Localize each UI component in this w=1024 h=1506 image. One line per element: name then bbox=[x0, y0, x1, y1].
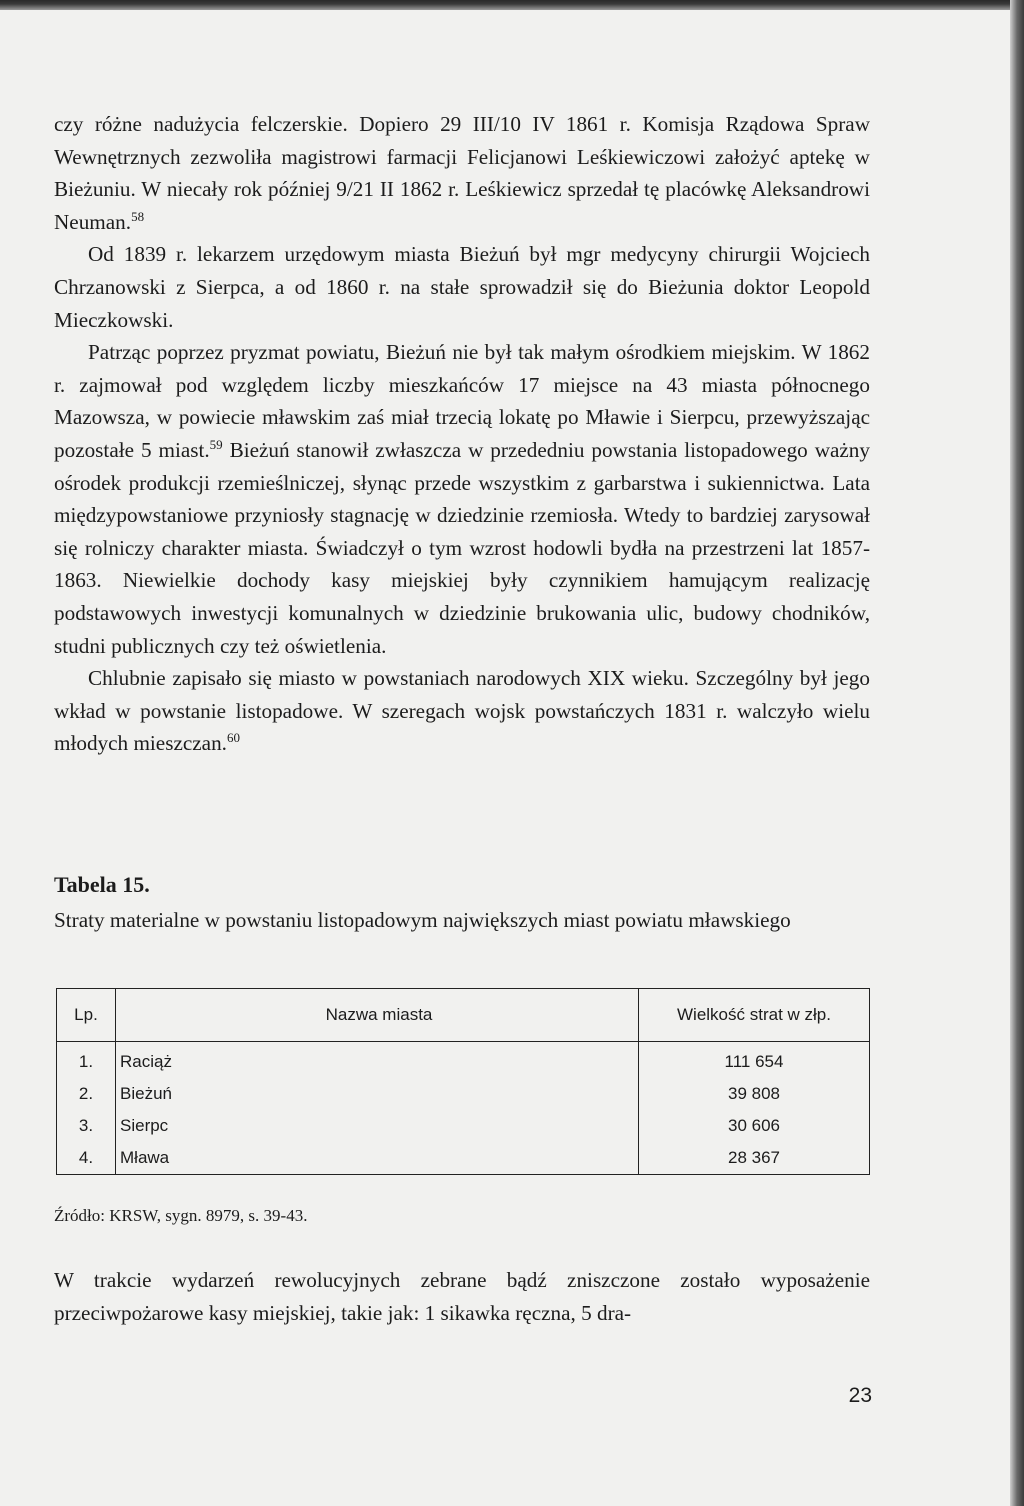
continuation-text bbox=[54, 1264, 870, 1329]
header-lp: Lp. bbox=[57, 989, 116, 1042]
cell-name: Sierpc bbox=[116, 1110, 639, 1142]
footnote-ref-59: 59 bbox=[209, 436, 223, 452]
paragraph-2: Od 1839 r. lekarzem urzędowym miasta Bieżuń był mgr medycyny chirurgii Wojciech Chrzanowski z Sierpca, a od 1860 r. na stałe sprowadził się do Bieżunia doktor Leopold Mieczkowski. bbox=[54, 242, 870, 332]
paragraph-5: W trakcie wydarzeń rewolucyjnych zebrane bądź zniszczone zostało wyposażenie przeciwpożarowe kasy miejskiej, takie jak: 1 sikawka ręczna, 5 dra- bbox=[54, 1268, 870, 1325]
cell-loss: 30 606 bbox=[639, 1110, 870, 1142]
cell-name: Mława bbox=[116, 1142, 639, 1175]
header-loss: Wielkość strat w złp. bbox=[639, 989, 870, 1042]
table-source: Źródło: KRSW, sygn. 8979, s. 39-43. bbox=[54, 1206, 308, 1225]
cell-lp: 2. bbox=[57, 1078, 116, 1110]
table-title: Tabela 15. bbox=[54, 872, 150, 897]
cell-name: Raciąż bbox=[116, 1042, 639, 1079]
footnote-ref-58: 58 bbox=[131, 208, 145, 224]
table-header-row bbox=[57, 989, 870, 1042]
table-row bbox=[57, 1110, 870, 1142]
cell-loss: 39 808 bbox=[639, 1078, 870, 1110]
paragraph-1: czy różne nadużycia felczerskie. Dopiero 29 III/10 IV 1861 r. Komisja Rządowa Spraw Wewnętrznych zezwoliła magistrowi farmacji Felicjanowi Leśkiewiczowi założyć aptekę w Bieżuniu. W niecały rok później 9/21 II 1862 r. Leśkiewicz sprzedał tę placówkę Aleksandrowi Neuman.$^{58}$ bbox=[54, 112, 870, 234]
footnote-ref-60: 60 bbox=[226, 730, 240, 746]
cell-loss: 111 654 bbox=[639, 1042, 870, 1079]
cell-loss: 28 367 bbox=[639, 1142, 870, 1175]
scan-right-edge bbox=[1010, 0, 1024, 1506]
table-caption: Straty materialne w powstaniu listopadowym największych miast powiatu mławskiego bbox=[54, 908, 791, 932]
table-row bbox=[57, 1078, 870, 1110]
main-text bbox=[54, 108, 870, 760]
scan-top-edge bbox=[0, 0, 1024, 10]
page-number: 23 bbox=[848, 1384, 872, 1407]
cell-lp: 4. bbox=[57, 1142, 116, 1175]
paragraph-4: Chlubnie zapisało się miasto w powstaniach narodowych XIX wieku. Szczególny był jego wkład w powstanie listopadowe. W szeregach wojsk powstańczych 1831 r. walczyło wielu młodych mieszczan.$^{60}$ bbox=[54, 666, 870, 756]
cell-name: Bieżuń bbox=[116, 1078, 639, 1110]
paragraph-3: Patrząc poprzez pryzmat powiatu, Bieżuń nie był tak małym ośrodkiem miejskim. W 1862 r. zajmował pod względem liczby mieszkańców 17 miejsce na 43 miasta północnego Mazowsza, w powiecie mławskim zaś miał trzecią lokatę po Mławie i Sierpcu, przewyższając pozostałe 5 miast.$^{59}$ Bieżuń stanowił zwłaszcza w przededniu powstania listopadowego ważny ośrodek produkcji rzemieślniczej, słynąc przede wszystkim z garbarstwa i sukiennictwa. Lata międzypowstaniowe przyniosły stagnację w dziedzinie rzemiosła. Wtedy to bardziej zarysował się rolniczy charakter miasta. Świadczył o tym wzrost hodowli bydła na przestrzeni lat 1857-1863. Niewielkie dochody kasy miejskiej były czynnikiem hamującym realizację podstawowych inwestycji komunalnych w dziedzinie brukowania ulic, budowy chodników, studni publicznych czy też oświetlenia. bbox=[54, 340, 870, 658]
header-name: Nazwa miasta bbox=[116, 989, 639, 1042]
table-row bbox=[57, 1042, 870, 1079]
cell-lp: 3. bbox=[57, 1110, 116, 1142]
table-row bbox=[57, 1142, 870, 1175]
cell-lp: 1. bbox=[57, 1042, 116, 1079]
losses-table bbox=[56, 988, 870, 1175]
